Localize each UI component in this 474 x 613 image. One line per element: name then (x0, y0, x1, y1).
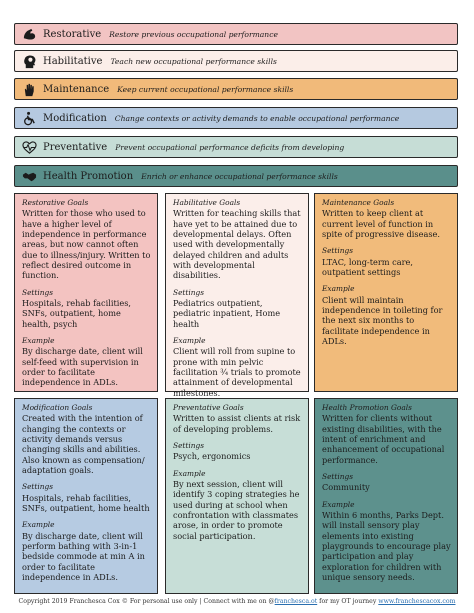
card-title: Maintenance Goals (322, 198, 395, 207)
website-link[interactable]: www.franchescacox.com (378, 598, 456, 605)
band-description: Restore previous occupational performance (109, 29, 278, 39)
card-example: Client will roll from supine to prone with min pelvic facilitation ¾ trials to promote attainment of developmental milestones. (173, 346, 301, 398)
settings-label: Settings (322, 246, 354, 256)
social-handle-link[interactable]: franchesca.ot (274, 598, 318, 605)
band-habilitative (14, 50, 458, 72)
card-settings: Hospitals, rehab facilities, SNFs, outpatient, home health, psych (22, 297, 131, 329)
footer-middle-text: for my OT journey (317, 598, 379, 605)
example-label: Example (22, 520, 55, 530)
card-description: Written for those who used to have a higher level of independence in performance areas, but now cannot often due to illness/injury. Written to reflect desired outcome in function. (22, 208, 151, 281)
card-description: Written to keep client at current level of function in spite of progressive disease. (322, 208, 440, 239)
muscle-arm-icon (21, 26, 37, 42)
band-label: Health Promotion (43, 170, 134, 182)
band-description: Enrich or enhance occupational performance skills (141, 171, 338, 181)
band-description: Change contexts or activity demands to enable occupational performance (114, 113, 400, 123)
wheelchair-icon (21, 110, 37, 126)
card-health-promotion-goals (314, 398, 458, 594)
example-label: Example (322, 499, 355, 509)
settings-label: Settings (22, 482, 54, 492)
card-modification-goals (14, 398, 158, 594)
card-title: Habilitative Goals (173, 198, 241, 207)
card-description: Written for clients without existing disabilities, with the intent of enrichment and enhancement of occupational performance. (322, 413, 445, 465)
card-title: Preventative Goals (173, 403, 244, 412)
band-description: Teach new occupational performance skills (110, 56, 277, 66)
example-label: Example (22, 335, 55, 345)
example-label: Example (173, 468, 206, 478)
card-example: Within 6 months, Parks Dept. will install sensory play elements into existing playgrounds to encourage play participation and play exploration for children with unique sensory needs. (322, 509, 451, 582)
example-label: Example (322, 284, 355, 294)
settings-label: Settings (173, 440, 205, 450)
band-health-promotion (14, 165, 458, 187)
heartbeat-icon (21, 139, 37, 155)
settings-label: Settings (22, 287, 54, 297)
band-preventative (14, 136, 458, 158)
card-maintenance-goals (314, 193, 458, 392)
band-label: Modification (43, 112, 107, 124)
band-description: Keep current occupational performance skills (117, 84, 294, 94)
card-example: By next session, client will identify 3 coping strategies he used during at school when confrontation with classmates arose, in order to promote social participation. (173, 478, 300, 541)
band-restorative (14, 23, 458, 45)
footer (0, 598, 474, 605)
card-settings: Pediatrics outpatient, pediatric inpatient, Home health (173, 297, 281, 329)
card-settings: Psych, ergonomics (173, 451, 251, 462)
card-settings: Hospitals, rehab facilities, SNFs, outpatient, home health (22, 492, 150, 513)
card-habilitative-goals (165, 193, 309, 398)
band-label: Preventative (43, 141, 108, 153)
card-description: Created with the intention of changing the contexts or activity demands versus changing skills and abilities. Also known as compensation/ adaptation goals. (22, 413, 145, 475)
settings-label: Settings (322, 471, 354, 481)
example-label: Example (173, 335, 206, 345)
card-preventative-goals (165, 398, 309, 594)
band-label: Restorative (43, 28, 102, 40)
card-example: Client will maintain independence in toileting for the next six months to facilitate independence in ADLs. (322, 294, 443, 346)
band-label: Habilitative (43, 55, 103, 67)
footer-copyright: Copyright 2019 Franchesca Cox © For personal use only | Connect with me on @ (18, 598, 275, 605)
card-description: Written for teaching skills that have yet to be attained due to developmental delays. Often used with developmentally delayed children and adults with developmental disabilities. (173, 208, 301, 281)
card-description: Written to assist clients at risk of developing problems. (173, 413, 301, 434)
hand-icon (21, 81, 37, 97)
settings-label: Settings (173, 287, 205, 297)
card-settings: LTAC, long-term care, outpatient settings (322, 256, 413, 277)
band-maintenance (14, 78, 458, 100)
band-description: Prevent occupational performance deficits from developing (115, 142, 345, 152)
card-example: By discharge date, client will self-feed with supervision in order to facilitate independence in ADLs. (22, 346, 143, 388)
card-example: By discharge date, client will perform bathing with 3-in-1 bedside commode at min A in order to facilitate independence in ADLs. (22, 530, 145, 582)
card-title: Health Promotion Goals (322, 403, 412, 412)
band-modification (14, 107, 458, 129)
card-title: Modification Goals (22, 403, 93, 412)
brain-head-icon (21, 53, 37, 69)
card-restorative-goals (14, 193, 158, 392)
card-title: Restorative Goals (22, 198, 89, 207)
band-label: Maintenance (43, 83, 110, 95)
handshake-icon (21, 168, 37, 184)
card-settings: Community (322, 482, 370, 493)
